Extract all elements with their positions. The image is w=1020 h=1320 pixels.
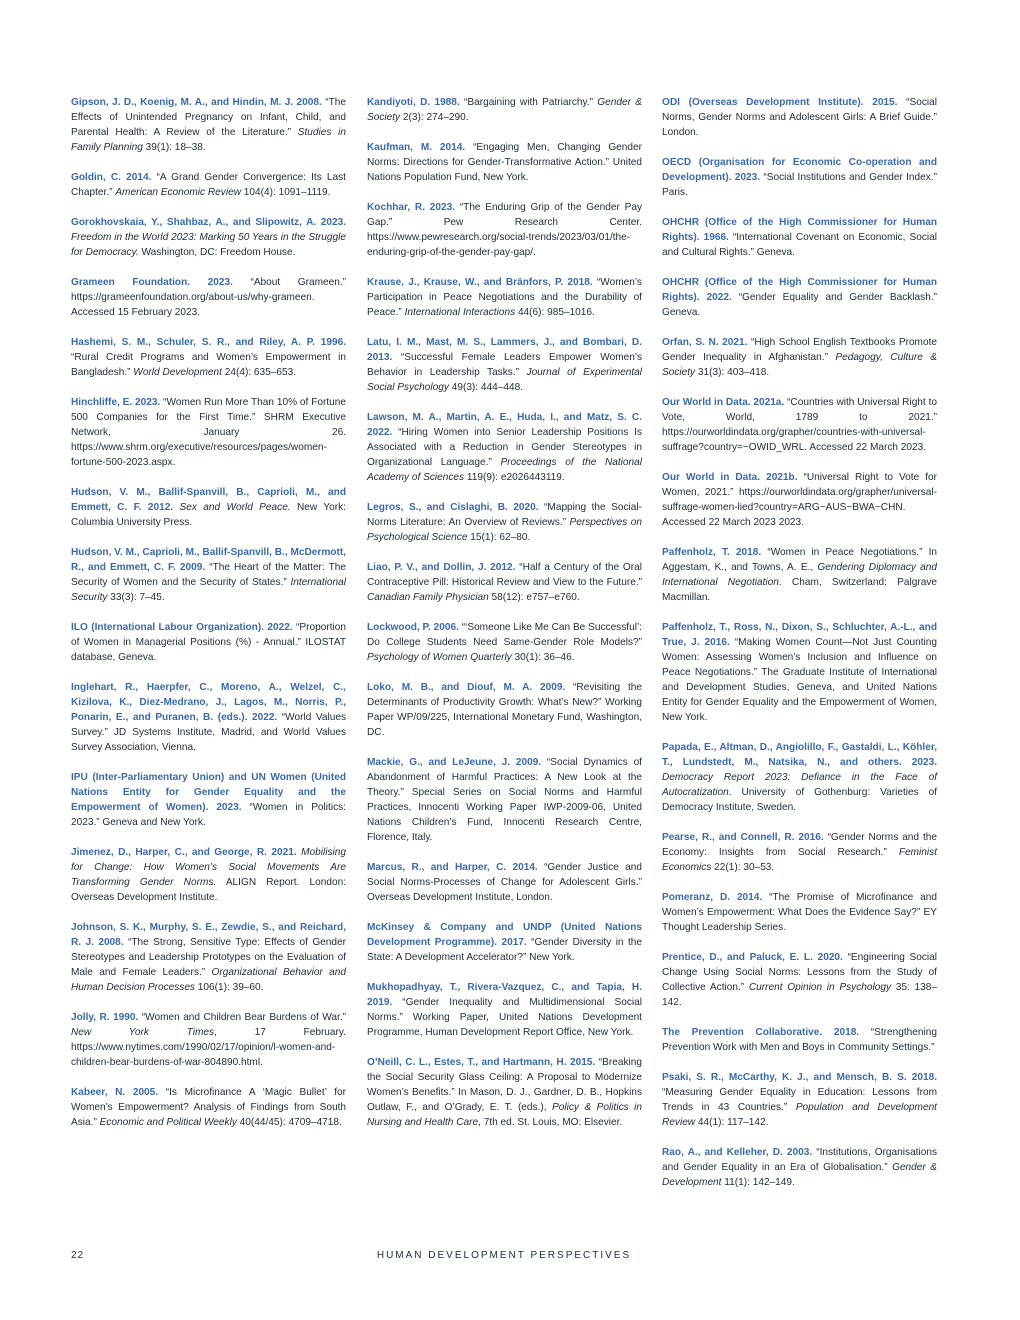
reference-text-tail: 40(44/45): 4709–4718. (236, 1117, 342, 1128)
reference-text-tail: 2(3): 274–290. (400, 112, 469, 123)
reference-entry (71, 1085, 346, 1130)
reference-source-title: Policy & Politics in Nursing and Health Care (367, 1102, 643, 1128)
reference-authors-year: Gipson, J. D., Koenig, M. A., and Hindin, M. J. 2008. (71, 97, 322, 108)
reference-text: “The Enduring Grip of the Gender Pay Gap.” Pew Research Center. https://www.pewresearch.org/social-trends/2023/03/01/the-enduring-grip-of-the-gender-pay-gap/. (367, 202, 643, 258)
reference-authors-year: Mackie, G., and LeJeune, J. 2009. (367, 757, 542, 768)
reference-text: “‘Someone Like Me Can Be Successful’: Do College Students Need Same-Gender Role Models?” (367, 622, 642, 648)
reference-text: “Mapping the Social-Norms Literature: An Overview of Reviews.” (367, 502, 642, 528)
reference-text-tail: 24(4): 635–653. (221, 367, 297, 378)
reference-text: “Proportion of Women in Managerial Positions (%) - Annual.” ILOSTAT database, Geneva. (71, 622, 346, 663)
reference-entry (367, 755, 642, 845)
running-title: HUMAN DEVELOPMENT PERSPECTIVES (376, 1250, 632, 1261)
reference-text: “About Grameen.” https://grameenfoundation.org/about-us/why-grameen. Accessed 15 February 2023. (71, 277, 346, 318)
reference-entry (71, 485, 346, 530)
reference-source-title: Studies in Family Planning (71, 127, 346, 153)
reference-authors-year: Orfan, S. N. 2021. (662, 337, 748, 348)
reference-text: “Gender Norms and the Economy: Insights from Social Research.” (662, 832, 937, 858)
reference-entry (662, 470, 937, 530)
reference-authors-year: Hudson, V. M., Ballif-Spanvill, B., Caprioli, M., and Emmett, C. F. 2012. (71, 487, 346, 513)
reference-authors-year: Rao, A., and Kelleher, D. 2003. (662, 1147, 813, 1158)
reference-entry (367, 500, 642, 545)
reference-authors-year: Inglehart, R., Haerpfer, C., Moreno, A., Welzel, C., Kizilova, K., Diez-Medrano, J., Lagos, M., Norris, P., Ponarin, E., and Puranen, B. (eds.). 2022. (71, 682, 346, 723)
reference-entry (71, 395, 346, 470)
reference-entry (71, 680, 346, 755)
reference-text: “Gender Inequality and Multidimensional Social Norms.” Working Paper, United Nations Development Programme, Human Development Report Office, New York. (367, 997, 642, 1038)
reference-entry (71, 275, 346, 320)
reference-authors-year: Mukhopadhyay, T., Rivera-Vazquez, C., and Tapia, H. 2019. (367, 982, 642, 1008)
reference-authors-year: Kabeer, N. 2005. (71, 1087, 159, 1098)
reference-source-title: Perspectives on Psychological Science (367, 517, 642, 543)
reference-text-tail: 44(6): 985–1016. (515, 307, 595, 318)
page-number: 22 (71, 1250, 85, 1261)
reference-source-title: Journal of Experimental Social Psychology (367, 367, 642, 393)
reference-authors-year: Lawson, M. A., Martin, A. E., Huda, I., and Matz, S. C. 2022. (367, 412, 642, 438)
reference-authors-year: Krause, J., Krause, W., and Bränfors, P. 2018. (367, 277, 593, 288)
reference-text: “Half a Century of the Oral Contraceptive Pill: Historical Review and View to the Future.” (367, 562, 642, 588)
reference-text-tail: . University of Gothenburg: Varieties of Democracy Institute, Sweden. (662, 787, 937, 813)
reference-source-title: Democracy Report 2023: Defiance in the Face of Autocratization (662, 772, 937, 798)
reference-entry (367, 410, 642, 485)
reference-authors-year: Paffenholz, T., Ross, N., Dixon, S., Schluchter, A.-L., and True, J. 2016. (662, 622, 937, 648)
reference-text-tail: 104(4): 1091–1119. (240, 187, 331, 198)
reference-text: “The Effects of Unintended Pregnancy on Infant, Child, and Parental Health: A Review of the Literature.” (71, 97, 346, 138)
reference-entry (367, 920, 642, 965)
reference-authors-year: ILO (International Labour Organization). 2022. (71, 622, 293, 633)
reference-source-title: Current Opinion in Psychology (748, 982, 892, 993)
reference-source-title: Gendering Diplomacy and International Negotiation (662, 562, 937, 588)
reference-text: “Women in Politics: 2023.” Geneva and New York. (71, 802, 346, 828)
reference-text: “Social Dynamics of Abandonment of Harmful Practices: A New Look at the Theory.” Special Series on Social Norms and Harmful Practices, Innocenti Working Paper IWP-2009-06, United Nations Children’s Fund, Innocenti Research Centre, Florence, Italy. (367, 757, 642, 843)
reference-text-tail: 119(9): e2026443119. (464, 472, 565, 483)
reference-text: “The Strong, Sensitive Type: Effects of Gender Stereotypes and Leadership Prototypes on the Evaluation of Male and Female Leaders.” (71, 937, 346, 978)
reference-text: “High School English Textbooks Promote Gender Inequality in Afghanistan.” (662, 337, 937, 363)
reference-entry (662, 890, 937, 935)
reference-text-tail: 58(12): e757–e760. (488, 592, 580, 603)
reference-entry (71, 170, 346, 200)
reference-entry (71, 1010, 346, 1070)
reference-entry (367, 140, 642, 185)
reference-entry (367, 860, 642, 905)
reference-text-tail: 33(3): 7–45. (107, 592, 165, 603)
reference-text: “Measuring Gender Equality in Education: Lessons from Trends in 43 Countries.” (662, 1087, 937, 1113)
reference-text: “Making Women Count—Not Just Counting Women: Assessing Women’s Inclusion and Influence on Peace Negotiations.” The Graduate Institute of International and Development Studies, Geneva, and United Nations Entity for Gender Equality and the Empowerment of Women, New York. (662, 637, 937, 723)
page-footer (0, 1250, 1020, 1264)
reference-authors-year: Kaufman, M. 2014. (367, 142, 466, 153)
reference-entry (71, 845, 346, 905)
reference-entry (71, 545, 346, 605)
reference-source-title: Freedom in the World 2023: Marking 50 Years in the Struggle for Democracy. (71, 232, 346, 258)
reference-text-tail: 39(1): 18–38. (142, 142, 206, 153)
reference-text-tail: 22(1): 30–53. (711, 862, 775, 873)
reference-source-title: Mobilising for Change: How Women’s Social Movements Are Transforming Gender Norms. (71, 847, 346, 888)
reference-authors-year: Grameen Foundation. 2023. (71, 277, 233, 288)
reference-column-2 (367, 95, 642, 1145)
reference-source-title: Sex and World Peace. (179, 502, 291, 513)
reference-text: “Countries with Universal Right to Vote, World, 1789 to 2021.” https://ourworldindata.org/grapher/countries-with-universal-suffrage?country=~OWID_WRL. Accessed 22 March 2023. (662, 397, 937, 453)
reference-entry (367, 620, 642, 665)
reference-entry (662, 95, 937, 140)
reference-authors-year: Paffenholz, T. 2018. (662, 547, 762, 558)
reference-text: “Engaging Men, Changing Gender Norms: Directions for Gender-Transformative Action.” United Nations Population Fund, New York. (367, 142, 642, 183)
reference-text: “Hiring Women into Senior Leadership Positions Is Associated with a Reduction in Gender Stereotypes in Organizational Language.” (367, 427, 642, 468)
reference-authors-year: Prentice, D., and Paluck, E. L. 2020. (662, 952, 843, 963)
reference-entry (662, 830, 937, 875)
reference-text-tail: 106(1): 39–60. (194, 982, 264, 993)
reference-source-title: Canadian Family Physician (367, 592, 489, 603)
reference-authors-year: Hudson, V. M., Caprioli, M., Ballif-Spanvill, B., McDermott, R., and Emmett, C. F. 2009. (71, 547, 346, 573)
reference-source-title: Gender & Development (662, 1162, 937, 1188)
reference-entry (662, 155, 937, 200)
reference-text: “Universal Right to Vote for Women, 2021.” https://ourworldindata.org/grapher/universal-suffrage-women-lied?country=ARG~AUS~BWA~CHN. Accessed 22 March 2023 2023. (662, 472, 938, 528)
reference-authors-year: Psaki, S. R., McCarthy, K. J., and Mensch, B. S. 2018. (662, 1072, 937, 1083)
reference-entry (367, 560, 642, 605)
reference-authors-year: Marcus, R., and Harper, C. 2014. (367, 862, 538, 873)
reference-entry (71, 95, 346, 155)
reference-text: “The Heart of the Matter: The Security of Women and the Security of States.” (71, 562, 346, 588)
reference-entry (662, 275, 937, 320)
reference-column-3 (662, 95, 937, 1205)
reference-text-tail: 44(1): 117–142. (695, 1117, 769, 1128)
reference-text-tail: 11(1): 142–149. (721, 1177, 795, 1188)
reference-entry (367, 335, 642, 395)
reference-authors-year: ODI (Overseas Development Institute). 2015. (662, 97, 898, 108)
reference-text: “Social Norms, Gender Norms and Adolescent Girls: A Brief Guide.” London. (662, 97, 937, 138)
reference-entry (367, 95, 642, 125)
reference-text-tail: . Cham, Switzerland: Palgrave Macmillan. (662, 577, 937, 603)
reference-text: “Engineering Social Change Using Social Norms: Lessons from the Study of Collective Action.” (662, 952, 938, 993)
reference-text: “Women in Peace Negotiations.” In Aggestam, K., and Towns, A. E., (662, 547, 937, 573)
reference-entry (367, 680, 642, 740)
reference-authors-year: OECD (Organisation for Economic Co-operation and Development). 2023. (662, 157, 937, 183)
reference-authors-year: Hinchliffe, E. 2023. (71, 397, 161, 408)
reference-authors-year: The Prevention Collaborative. 2018. (662, 1027, 860, 1038)
reference-text: “Successful Female Leaders Empower Women’s Behavior in Leadership Tasks.” (367, 352, 642, 378)
reference-entry (367, 275, 642, 320)
reference-entry (662, 395, 937, 455)
reference-text-tail: New York: Columbia University Press. (71, 502, 346, 528)
reference-entry (662, 740, 937, 815)
reference-authors-year: IPU (Inter-Parliamentary Union) and UN Women (United Nations Entity for Gender Equality and the Empowerment of Women). 2023. (71, 772, 346, 813)
reference-text: “International Covenant on Economic, Social and Cultural Rights.” Geneva. (662, 232, 937, 258)
reference-text: “Breaking the Social Security Glass Ceiling: A Proposal to Modernize Women’s Benefits.” In Mason, D. J., Gardner, D. B., Hopkins Outlaw, F., and O’Grady, E. T. (eds.), (367, 1057, 642, 1113)
reference-entry (662, 1025, 937, 1055)
reference-text-tail: 31(3): 403–418. (695, 367, 770, 378)
reference-authors-year: Johnson, S. K., Murphy, S. E., Zewdie, S., and Reichard, R. J. 2008. (71, 922, 346, 948)
reference-entry (71, 335, 346, 380)
reference-authors-year: Gorokhovskaia, Y., Shahbaz, A., and Slipowitz, A. 2023. (71, 217, 346, 228)
reference-column-1 (71, 95, 346, 1145)
reference-source-title: International Security (71, 577, 346, 603)
reference-text-tail: Washington, DC: Freedom House. (138, 247, 296, 258)
reference-source-title: Psychology of Women Quarterly (367, 652, 512, 663)
reference-text: “Social Institutions and Gender Index.” Paris. (662, 172, 937, 198)
reference-text: “Revisiting the Determinants of Productivity Growth: What’s New?” Working Paper WP/09/225, International Monetary Fund, Washington, DC. (367, 682, 642, 738)
reference-entry (662, 620, 937, 725)
reference-text: “Women and Children Bear Burdens of War.” (138, 1012, 346, 1023)
reference-authors-year: Pearse, R., and Connell, R. 2016. (662, 832, 824, 843)
reference-authors-year: Our World in Data. 2021b. (662, 472, 798, 483)
reference-authors-year: Papada, E., Altman, D., Angiolillo, F., Gastaldi, L., Köhler, T., Lundstedt, M., Natsika, N., and others. 2023. (662, 742, 937, 768)
reference-authors-year: Goldin, C. 2014. (71, 172, 152, 183)
reference-authors-year: Kandiyoti, D. 1988. (367, 97, 460, 108)
reference-text-tail: 49(3): 444–448. (448, 382, 523, 393)
reference-authors-year: Pomeranz, D. 2014. (662, 892, 763, 903)
reference-authors-year: OHCHR (Office of the High Commissioner for Human Rights). 1966. (662, 217, 937, 243)
reference-source-title: American Economic Review (115, 187, 241, 198)
reference-source-title: Gender & Society (367, 97, 642, 123)
reference-text: “Gender Justice and Social Norms-Processes of Change for Adolescent Girls.” Overseas Development Institute, London. (367, 862, 643, 903)
reference-source-title: Population and Development Review (662, 1102, 937, 1128)
reference-authors-year: Liao, P. V., and Dollin, J. 2012. (367, 562, 516, 573)
reference-text: “Gender Equality and Gender Backlash.” Geneva. (662, 292, 937, 318)
reference-text: “Is Microfinance A ‘Magic Bullet’ for Women’s Empowerment? Analysis of Findings from South Asia.” (71, 1087, 346, 1128)
reference-source-title: World Development (133, 367, 222, 378)
reference-authors-year: O’Neill, C. L., Estes, T., and Hartmann, H. 2015. (367, 1057, 596, 1068)
reference-entry (71, 620, 346, 665)
reference-authors-year: Kochhar, R. 2023. (367, 202, 456, 213)
reference-entry (662, 1070, 937, 1130)
reference-text: “Strengthening Prevention Work with Men and Boys in Community Settings.” (662, 1027, 937, 1053)
reference-entry (662, 1145, 937, 1190)
reference-source-title: Economic and Political Weekly (99, 1117, 237, 1128)
reference-authors-year: Loko, M. B., and Diouf, M. A. 2009. (367, 682, 566, 693)
reference-text: “Gender Diversity in the State: A Development Accelerator?” New York. (367, 937, 642, 963)
reference-authors-year: Jolly, R. 1990. (71, 1012, 139, 1023)
reference-authors-year: Lockwood, P. 2006. (367, 622, 459, 633)
reference-authors-year: Hashemi, S. M., Schuler, S. R., and Riley, A. P. 1996. (71, 337, 346, 348)
reference-source-title: Feminist Economics (662, 847, 937, 873)
reference-entry (662, 950, 937, 1010)
reference-text: “A Grand Gender Convergence: Its Last Chapter.” (71, 172, 346, 198)
reference-source-title: Organizational Behavior and Human Decision Processes (71, 967, 346, 993)
reference-entry (367, 980, 642, 1040)
reference-authors-year: McKinsey & Company and UNDP (United Nations Development Programme). 2017. (367, 922, 642, 948)
reference-entry (71, 770, 346, 830)
reference-text-tail: 30(1): 36–46. (511, 652, 575, 663)
reference-entry (71, 215, 346, 260)
reference-text: “Bargaining with Patriarchy.” (459, 97, 598, 108)
reference-text: “Rural Credit Programs and Women’s Empowerment in Bangladesh.” (71, 352, 346, 378)
reference-text: “Women Run More Than 10% of Fortune 500 Companies for the First Time.” SHRM Executive Network, January 26. https://www.shrm.org/executive/resources/pages/women-fortune-500-2023.aspx. (71, 397, 346, 468)
reference-text: “The Promise of Microfinance and Women’s Empowerment: What Does the Evidence Say?” EY Thought Leadership Series. (662, 892, 937, 933)
reference-text-tail: 35: 138–142. (662, 982, 937, 1008)
reference-source-title: Pedagogy, Culture & Society (662, 352, 937, 378)
reference-authors-year: OHCHR (Office of the High Commissioner for Human Rights). 2022. (662, 277, 937, 303)
reference-authors-year: Legros, S., and Cislaghi, B. 2020. (367, 502, 539, 513)
reference-source-title: New York Times (71, 1027, 215, 1038)
reference-text: “Women’s Participation in Peace Negotiations and the Durability of Peace.” (367, 277, 642, 318)
reference-entry (367, 200, 642, 260)
reference-entry (71, 920, 346, 995)
reference-text-tail: 15(1): 62–80. (467, 532, 531, 543)
reference-source-title: Proceedings of the National Academy of Sciences (367, 457, 642, 483)
reference-text-tail: , 7th ed. St. Louis, MO: Elsevier. (478, 1117, 623, 1128)
reference-source-title: International Interactions (404, 307, 516, 318)
reference-text: “Institutions, Organisations and Gender Equality in an Era of Globalisation.” (662, 1147, 937, 1173)
reference-entry (662, 545, 937, 605)
reference-text: “World Values Survey.” JD Systems Institute, Madrid, and World Values Survey Association, Vienna. (71, 712, 347, 753)
reference-authors-year: Jimenez, D., Harper, C., and George, R. 2021. (71, 847, 297, 858)
reference-entry (662, 335, 937, 380)
reference-authors-year: Our World in Data. 2021a. (662, 397, 785, 408)
reference-authors-year: Latu, I. M., Mast, M. S., Lammers, J., and Bombari, D. 2013. (367, 337, 642, 363)
reference-entry (662, 215, 937, 260)
reference-text-tail: ALIGN Report. London: Overseas Development Institute. (71, 877, 347, 903)
reference-text-tail: , 17 February. https://www.nytimes.com/1990/02/17/opinion/l-women-and-children-bear-burdens-of-war-804890.html. (71, 1027, 346, 1068)
reference-entry (367, 1055, 642, 1130)
